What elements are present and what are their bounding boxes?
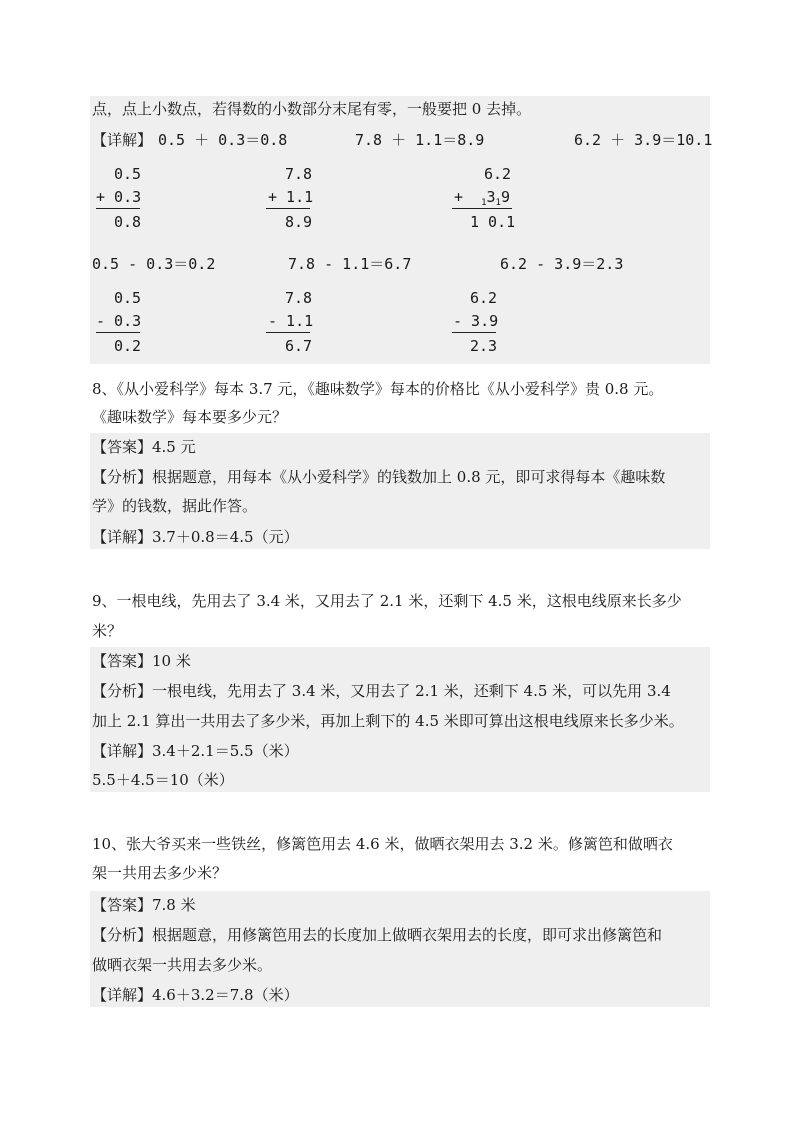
- vertical-sub-3-result: 2.3: [470, 337, 498, 355]
- q10-analysis-line-2: 做晒衣架一共用去多少米。: [92, 956, 273, 974]
- q10-question-line-1: 10、张大爷买来一些铁丝，修篱笆用去 4.6 米，做晒衣架用去 3.2 米。修篱笆和做晒衣: [92, 835, 673, 853]
- vertical-add-2-operand: + 1.1: [268, 188, 314, 206]
- vertical-add-1-operand: + 0.3: [96, 188, 142, 206]
- q8-question-line-2: 《趣味数学》每本要多少元？: [92, 408, 288, 426]
- vertical-sub-3-operand: - 3.9: [453, 312, 499, 330]
- q8-analysis-line-2: 学》的钱数，据此作答。: [92, 497, 258, 515]
- vertical-add-3-result: 1 0.1: [470, 213, 516, 231]
- q10-detail: 【详解】4.6＋3.2＝7.8（米）: [92, 986, 299, 1004]
- q10-question-line-2: 架一共用去多少米？: [92, 864, 228, 882]
- q10-answer: 【答案】7.8 米: [92, 896, 196, 914]
- add-equation-2: 7.8 ＋ 1.1＝8.9: [355, 131, 485, 149]
- carry-mark: 1: [481, 198, 487, 208]
- add-equation-1: 0.5 ＋ 0.3＝0.8: [158, 131, 288, 149]
- sub-equation-3: 6.2 - 3.9＝2.3: [500, 255, 624, 273]
- q8-answer: 【答案】4.5 元: [92, 438, 196, 456]
- q9-question-line-2: 米？: [92, 622, 123, 640]
- q9-detail-line-2: 5.5＋4.5＝10（米）: [92, 771, 234, 789]
- q9-analysis-line-1: 【分析】一根电线，先用去了 3.4 米，又用去了 2.1 米，还剩下 4.5 米，可以先用 3.4: [92, 682, 671, 700]
- operand-digit: 3: [486, 188, 496, 206]
- intro-text: 点，点上小数点，若得数的小数部分末尾有零，一般要把 0 去掉。: [92, 100, 532, 118]
- operand-digit: 9: [500, 188, 510, 206]
- q10-analysis-line-1: 【分析】根据题意，用修篱笆用去的长度加上做晒衣架用去的长度，即可求出修篱笆和: [92, 926, 663, 944]
- vertical-sub-1-rule: [96, 332, 140, 333]
- vertical-add-1-top: 0.5: [114, 165, 142, 183]
- plus-sign: +: [454, 188, 464, 206]
- q8-question-line-1: 8、《从小爱科学》每本 3.7 元，《趣味数学》每本的价格比《从小爱科学》贵 0.8 元。: [92, 380, 664, 398]
- vertical-sub-2-top: 7.8: [285, 289, 313, 307]
- vertical-sub-1-operand: - 0.3: [96, 312, 142, 330]
- sub-equation-1: 0.5 - 0.3＝0.2: [92, 255, 216, 273]
- vertical-add-2-result: 8.9: [285, 213, 313, 231]
- vertical-sub-1-result: 0.2: [114, 337, 142, 355]
- vertical-sub-2-rule: [266, 332, 310, 333]
- vertical-sub-3-top: 6.2: [470, 289, 498, 307]
- q9-analysis-line-2: 加上 2.1 算出一共用去了多少米，再加上剩下的 4.5 米即可算出这根电线原来长多少米。: [92, 712, 684, 730]
- detail-label: 【详解】: [92, 131, 153, 149]
- vertical-add-2-top: 7.8: [285, 165, 313, 183]
- q9-question-line-1: 9、一根电线，先用去了 3.4 米，又用去了 2.1 米，还剩下 4.5 米，这根电线原来长多少: [92, 592, 682, 610]
- sub-equation-2: 7.8 - 1.1＝6.7: [288, 255, 412, 273]
- vertical-add-1-rule: [96, 208, 140, 209]
- vertical-sub-1-top: 0.5: [114, 289, 142, 307]
- vertical-add-2-rule: [266, 208, 310, 209]
- q9-detail-line-1: 【详解】3.4＋2.1＝5.5（米）: [92, 742, 299, 760]
- q9-answer: 【答案】10 米: [92, 652, 191, 670]
- vertical-add-1-result: 0.8: [114, 213, 142, 231]
- vertical-sub-2-operand: - 1.1: [268, 312, 314, 330]
- q8-detail: 【详解】3.7＋0.8＝4.5（元）: [92, 528, 299, 546]
- vertical-add-3-rule: [452, 208, 512, 209]
- vertical-sub-3-rule: [452, 332, 496, 333]
- add-equation-3: 6.2 ＋ 3.9＝10.1: [574, 131, 713, 149]
- vertical-add-3-operand: [454, 187, 510, 210]
- carry-mark: 1: [495, 198, 501, 208]
- vertical-add-3-top: 6.2: [484, 165, 512, 183]
- q8-analysis-line-1: 【分析】根据题意，用每本《从小爱科学》的钱数加上 0.8 元，即可求得每本《趣味数: [92, 468, 666, 486]
- vertical-sub-2-result: 6.7: [285, 337, 313, 355]
